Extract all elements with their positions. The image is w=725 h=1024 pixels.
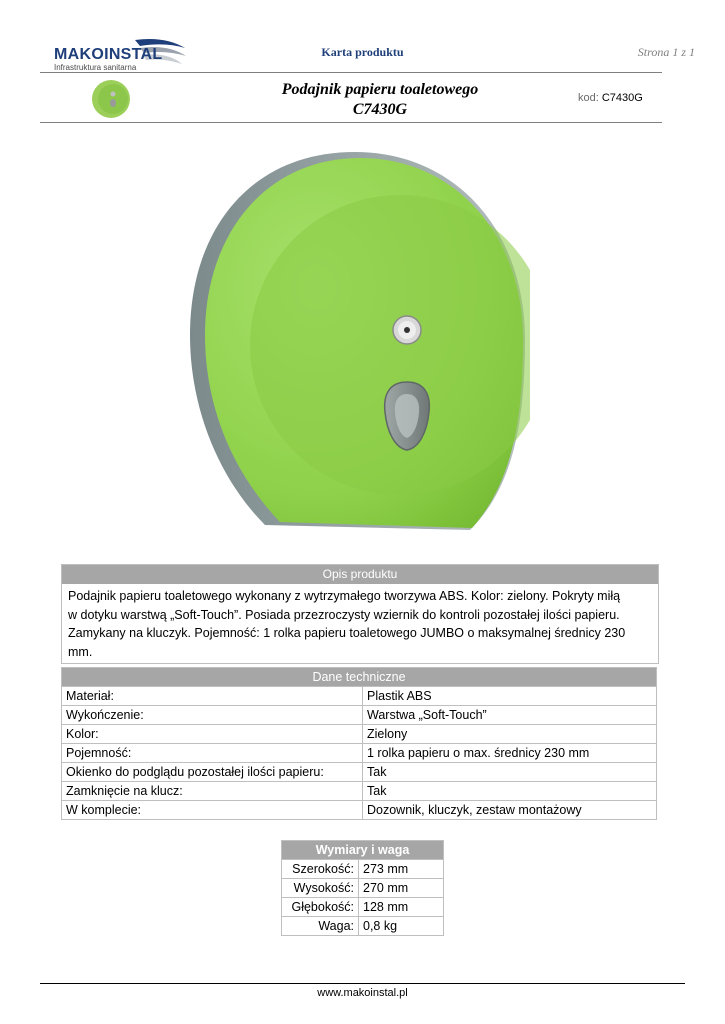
product-thumbnail-icon — [90, 78, 132, 120]
page-number: Strona 1 z 1 — [637, 45, 695, 59]
table-row — [62, 782, 657, 801]
table-row — [62, 725, 657, 744]
product-title — [220, 80, 540, 120]
description-line: Podajnik papieru toaletowego wykonany z wytrzymałego tworzywa ABS. Kolor: zielony. Pokryty miłą — [68, 589, 621, 603]
row-value: Dozownik, kluczyk, zestaw montażowy — [363, 801, 657, 820]
table-row — [62, 744, 657, 763]
row-label: Kolor: — [62, 725, 363, 744]
table-row — [282, 898, 444, 917]
row-label: Materiał: — [62, 687, 363, 706]
row-value: Plastik ABS — [363, 687, 657, 706]
title-divider — [40, 122, 662, 123]
table-row — [282, 879, 444, 898]
logo-tagline: Infrastruktura sanitarna — [54, 63, 137, 72]
table-row — [62, 687, 657, 706]
description-line: Zamykany na kluczyk. Pojemność: 1 rolka papieru toaletowego JUMBO o maksymalnej średnicy 230 mm. — [68, 626, 626, 659]
row-label: Pojemność: — [62, 744, 363, 763]
row-value: Tak — [363, 782, 657, 801]
row-label: Okienko do podglądu pozostałej ilości papieru: — [62, 763, 363, 782]
row-label: Zamknięcie na klucz: — [62, 782, 363, 801]
row-value: Zielony — [363, 725, 657, 744]
table-row — [62, 801, 657, 820]
description-line: w dotyku warstwą „Soft-Touch”. Posiada przezroczysty wziernik do kontroli pozostałej ilości papieru. — [68, 607, 620, 622]
table-row — [62, 706, 657, 725]
row-value: 0,8 kg — [359, 917, 444, 936]
footer-divider — [40, 983, 685, 984]
row-value: Tak — [363, 763, 657, 782]
row-label: Głębokość: — [282, 898, 359, 917]
row-label: Waga: — [282, 917, 359, 936]
description-text — [62, 584, 658, 663]
row-label: Wykończenie: — [62, 706, 363, 725]
dimensions-table — [281, 840, 444, 936]
product-title-line1: Podajnik papieru toaletowego — [281, 81, 479, 98]
row-value: 128 mm — [359, 898, 444, 917]
product-code — [578, 92, 643, 104]
table-row — [282, 917, 444, 936]
description-box — [61, 564, 659, 664]
product-code-label: kod: — [578, 92, 599, 104]
logo-name: MAKOINSTAL — [54, 46, 163, 63]
footer-url[interactable]: www.makoinstal.pl — [317, 987, 408, 999]
product-title-line2: C7430G — [352, 101, 408, 118]
row-label: W komplecie: — [62, 801, 363, 820]
table-row — [62, 763, 657, 782]
row-label: Szerokość: — [282, 860, 359, 879]
technical-data-table — [61, 667, 657, 820]
dimensions-heading: Wymiary i waga — [282, 841, 444, 860]
header-divider — [40, 72, 662, 73]
document-type: Karta produktu — [321, 45, 404, 59]
description-heading: Opis produktu — [62, 565, 658, 584]
row-label: Wysokość: — [282, 879, 359, 898]
row-value: 1 rolka papieru o max. średnicy 230 mm — [363, 744, 657, 763]
product-code-value: C7430G — [601, 92, 643, 104]
row-value: 273 mm — [359, 860, 444, 879]
table-row — [282, 860, 444, 879]
row-value: 270 mm — [359, 879, 444, 898]
row-value: Warstwa „Soft-Touch” — [363, 706, 657, 725]
toilet-paper-dispenser-image — [180, 150, 530, 540]
technical-data-heading: Dane techniczne — [62, 668, 657, 687]
